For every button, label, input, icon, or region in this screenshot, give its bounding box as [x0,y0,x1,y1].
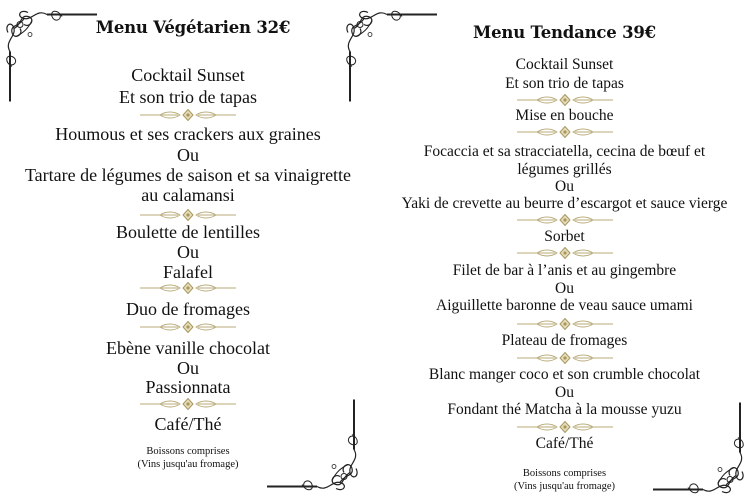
menu-item: Aiguillette baronne de veau sauce umami [436,297,693,314]
menu-item: Filet de bar à l’anis et au gingembre [452,262,677,279]
gold-scroll-divider-icon [138,109,238,121]
gold-scroll-divider-icon [515,247,615,259]
menu-item-or: Ou [177,145,199,165]
gold-scroll-divider-icon [138,321,238,333]
gold-scroll-divider-icon [515,126,615,138]
menu-item: Cocktail Sunset [131,65,245,85]
gold-scroll-divider-icon [515,318,615,330]
menu-item: Blanc manger coco et son crumble chocolat [428,366,701,383]
menu-item: Focaccia et sa stracciatella, cecina de bœuf et [423,143,706,160]
menu-item: au calamansi [141,185,235,205]
gold-scroll-divider-icon [515,214,615,226]
gold-scroll-divider-icon [138,209,238,221]
menu-item: Fondant thé Matcha à la mousse yuzu [447,401,682,418]
gold-scroll-divider-icon [138,282,238,294]
menu-item: Plateau de fromages [501,332,628,349]
menu-item: Passionnata [145,377,231,397]
gold-scroll-divider-icon [515,352,615,364]
gold-scroll-divider-icon [515,421,615,433]
menu-item-or: Ou [177,242,199,262]
menu-item-or: Ou [177,358,199,378]
menu-item-or: Ou [555,178,574,195]
menu-item: Et son trio de tapas [505,75,624,92]
menu-item-coffee: Café/Thé [535,435,594,452]
menu-item: Falafel [163,262,213,282]
menu-tendance-panel [376,0,753,500]
menu-item: Duo de fromages [126,299,250,319]
menu-footer-wine-note: (Vins jusqu'au fromage) [137,459,239,470]
menu-item-coffee: Café/Thé [154,414,222,434]
menu-item: légumes grillés [517,161,612,178]
menu-item: Ebène vanille chocolat [106,338,270,358]
menu-vegetarien-panel [0,0,376,500]
menu-item: Mise en bouche [515,107,614,124]
menu-item: Sorbet [544,228,585,245]
menu-item: Boulette de lentilles [116,222,260,242]
menu-item-or: Ou [555,280,574,297]
menu-item: Et son trio de tapas [119,87,257,107]
menu-footer-wine-note: (Vins jusqu'au fromage) [514,481,615,492]
menu-item: Houmous et ses crackers aux graines [55,124,321,144]
menu-title: Menu Tendance 39€ [473,23,656,42]
gold-scroll-divider-icon [138,398,238,410]
menu-item-or: Ou [555,384,574,401]
menu-footer-drinks: Boissons comprises [522,468,607,479]
menu-title: Menu Végétarien 32€ [95,18,291,37]
menu-item: Yaki de crevette au beurre d’escargot et sauce vierge [401,195,728,212]
menu-footer-drinks: Boissons comprises [146,446,230,457]
ornate-corner-bottom-right-icon [262,392,362,497]
menu-item: Tartare de légumes de saison et sa vinaigrette [24,165,352,185]
menu-item: Cocktail Sunset [515,56,614,73]
gold-scroll-divider-icon [515,94,615,106]
